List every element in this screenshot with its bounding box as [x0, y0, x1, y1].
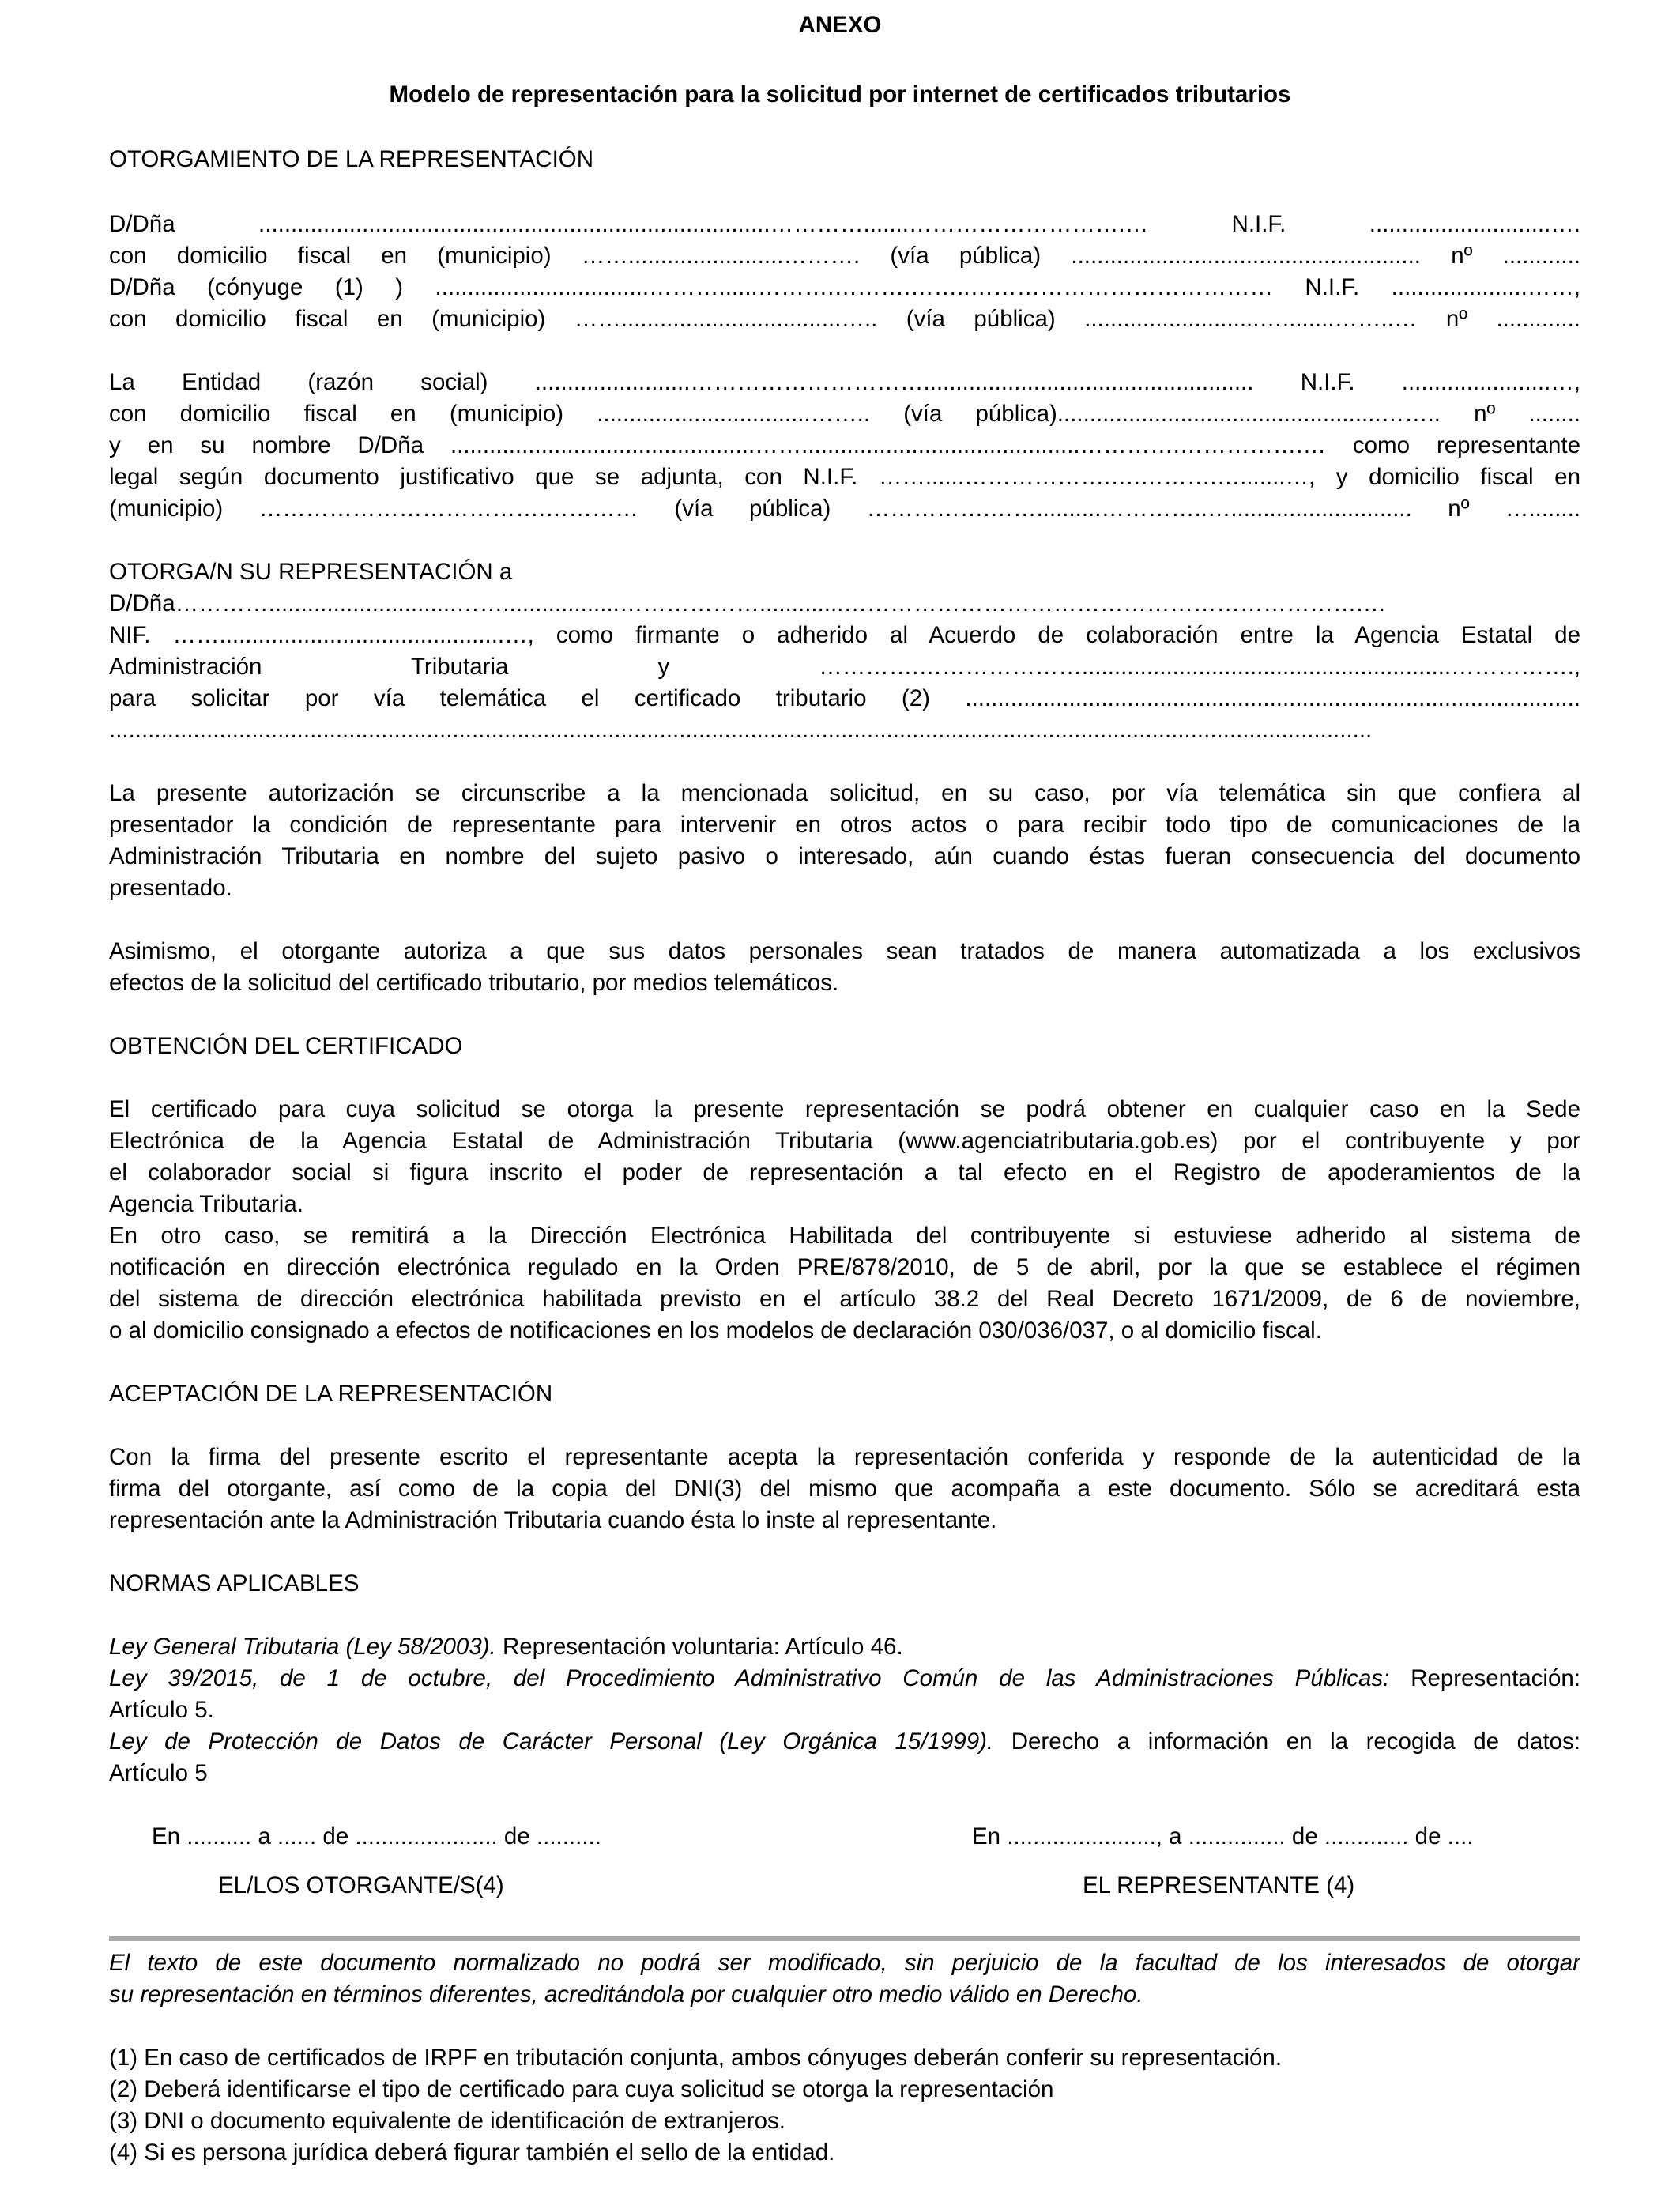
annex-title: ANEXO — [798, 12, 882, 38]
form-line: para solicitar por vía telemática el certificado tributario (2) ............................................................................................... — [109, 685, 1580, 711]
norma-text: Representación voluntaria: Artículo 46. — [495, 1634, 903, 1660]
footnote-1: (1) En caso de certificados de IRPF en tributación conjunta, ambos cónyuges deberán conferir su representación. — [109, 2045, 1283, 2071]
form-block-entity — [109, 367, 1580, 525]
form-line: ................................................................................................................................................................................................... — [109, 717, 1373, 743]
paragraph-line: Administración Tributaria en nombre del sujeto pasivo o interesado, aún cuando éstas fueran consecuencia del documento — [109, 843, 1580, 869]
norma-law-name: Ley General Tributaria (Ley 58/2003). — [109, 1634, 496, 1660]
norma-item-cont: Artículo 5. — [109, 1697, 214, 1723]
form-line: con domicilio fiscal en (municipio) ……........................………. (vía pública) ...................................................... nº ............ — [109, 243, 1580, 269]
grantor-signature-label: EL/LOS OTORGANTE/S(4) — [218, 1872, 504, 1898]
section-heading-aceptacion: ACEPTACIÓN DE LA REPRESENTACIÓN — [109, 1381, 553, 1407]
paragraph-line: notificación en dirección electrónica regulado en la Orden PRE/878/2010, de 5 de abril, por la que se establece el régimen — [109, 1254, 1580, 1280]
section-heading-otorga: OTORGA/N SU REPRESENTACIÓN a — [109, 559, 513, 585]
norma-law-name: Ley 39/2015, de 1 de octubre, del Procedimiento Administrativo Común de las Administraciones Públicas: — [109, 1665, 1390, 1691]
form-line: D/Dña………….............................……..................……………….............………………………………………………………….… — [109, 590, 1387, 616]
paragraph-line: Electrónica de la Agencia Estatal de Administración Tributaria (www.agenciatributaria.gob.es) por el contribuyente y por — [109, 1128, 1580, 1154]
paragraph-line: el colaborador social si figura inscrito el poder de representación a tal efecto en el Registro de apoderamientos de la — [109, 1159, 1580, 1186]
form-line: La Entidad (razón social) ........................…………………………................................................... N.I.F. .......................…, — [109, 369, 1580, 395]
notice-line: su representación en términos diferentes, acreditándola por cualquier otro medio válido en Derecho. — [109, 1981, 1143, 2007]
paragraph-line: firma del otorgante, así como de la copia del DNI(3) del mismo que acompaña a este documento. Sólo se acreditará esta — [109, 1476, 1580, 1502]
normas-list — [109, 1631, 1580, 1789]
paragraph-line: Agencia Tributaria. — [109, 1191, 303, 1217]
footnote-4: (4) Si es persona jurídica deberá figurar también el sello de la entidad. — [109, 2139, 835, 2166]
section-heading-otorgamiento: OTORGAMIENTO DE LA REPRESENTACIÓN — [109, 146, 594, 172]
grantor-date-line: En .......... a ...... de ...................... de .......... — [152, 1823, 601, 1849]
notice-paragraph — [109, 1947, 1580, 2011]
paragraph-line: El certificado para cuya solicitud se otorga la presente representación se podrá obtener en cualquier caso en la Sede — [109, 1096, 1580, 1122]
form-line: NIF. ……............................................…, como firmante o adherido al Acuerdo de colaboración entre la Agencia Estatal de — [109, 622, 1580, 648]
section-heading-normas: NORMAS APLICABLES — [109, 1570, 360, 1596]
norma-text: Derecho a información en la recogida de datos: — [993, 1728, 1580, 1755]
notice-line: El texto de este documento normalizado no podrá ser modificado, sin perjuicio de la facultad de los interesados de otorgar — [109, 1950, 1580, 1976]
norma-item — [109, 1631, 1580, 1663]
form-line: legal según documento justificativo que se adjunta, con N.I.F. ……......……………….….……….….......…, y domicilio fiscal en — [109, 464, 1580, 490]
norma-item-cont: Artículo 5 — [109, 1760, 208, 1786]
paragraph-line: representación ante la Administración Tributaria cuando ésta lo inste al representante. — [109, 1507, 997, 1533]
norma-law-name: Ley de Protección de Datos de Carácter Personal (Ley Orgánica 15/1999). — [109, 1728, 994, 1755]
section-heading-obtencion: OBTENCIÓN DEL CERTIFICADO — [109, 1033, 463, 1059]
paragraph-obtencion-1 — [109, 1094, 1580, 1220]
form-line: con domicilio fiscal en (municipio) ……..................................….. (vía pública) ...........................…........……..… nº ............. — [109, 306, 1580, 332]
norma-item — [109, 1663, 1580, 1695]
paragraph-line: presentador la condición de representante para intervenir en otros actos o para recibir todo tipo de comunicaciones de la — [109, 812, 1580, 838]
form-line: con domicilio fiscal en (municipio) .................................…….. (vía pública)..................................................…….. nº ........ — [109, 401, 1580, 427]
form-line: Administración Tributaria y ………….………………….........................................................……………., — [109, 654, 1580, 680]
form-line: D/Dña (cónyuge (1) ) .................................………......……….……….……..………………………………… N.I.F. .....................……, — [109, 274, 1580, 300]
paragraph-line: En otro caso, se remitirá a la Dirección Electrónica Habilitada del contribuyente si estuviese adherido al sistema de — [109, 1223, 1580, 1249]
representative-signature-label: EL REPRESENTANTE (4) — [1083, 1872, 1355, 1898]
paragraph-line: o al domicilio consignado a efectos de notificaciones en los modelos de declaración 030/036/037, o al domicilio fiscal. — [109, 1318, 1322, 1344]
paragraph-line: La presente autorización se circunscribe a la mencionada solicitud, en su caso, por vía telemática sin que confiera al — [109, 780, 1580, 806]
paragraph-line: presentado. — [109, 875, 232, 901]
paragraph-aceptacion — [109, 1442, 1580, 1536]
paragraph-line: Asimismo, el otorgante autoriza a que sus datos personales sean tratados de manera automatizada a los exclusivos — [109, 938, 1580, 964]
model-subtitle: Modelo de representación para la solicitud por internet de certificados tributarios — [389, 81, 1291, 107]
form-line: (municipio) ……………………………….………… (vía pública) …………….……..........…………..…............................ nº …........ — [109, 496, 1580, 522]
form-line: y en su nombre D/Dña ...............................................……...........................................………….…………….… como representante — [109, 432, 1580, 458]
separator-rule — [109, 1936, 1580, 1941]
form-line: D/Dña ...............................................................................………….......……………………….… N.I.F. ............................…. — [109, 211, 1580, 237]
paragraph-autorizacion — [109, 778, 1580, 904]
footnote-2: (2) Deberá identificarse el tipo de certificado para cuya solicitud se otorga la representación — [109, 2076, 1054, 2102]
paragraph-line: del sistema de dirección electrónica habilitada previsto en el artículo 38.2 del Real Decreto 1671/2009, de 6 de noviembre, — [109, 1286, 1580, 1312]
representative-date-line: En ......................., a ............... de ............. de .... — [972, 1823, 1474, 1849]
norma-item — [109, 1726, 1580, 1758]
norma-text: Representación: — [1389, 1665, 1580, 1691]
footnotes — [109, 2042, 1580, 2169]
form-block-persons — [109, 209, 1580, 335]
footnote-3: (3) DNI o documento equivalente de identificación de extranjeros. — [109, 2108, 785, 2134]
paragraph-line: efectos de la solicitud del certificado tributario, por medios telemáticos. — [109, 970, 839, 996]
paragraph-line: Con la firma del presente escrito el representante acepta la representación conferida y responde de la autenticidad de la — [109, 1444, 1580, 1470]
paragraph-obtencion-2 — [109, 1220, 1580, 1347]
paragraph-asimismo — [109, 936, 1580, 999]
form-block-representative — [109, 588, 1580, 746]
